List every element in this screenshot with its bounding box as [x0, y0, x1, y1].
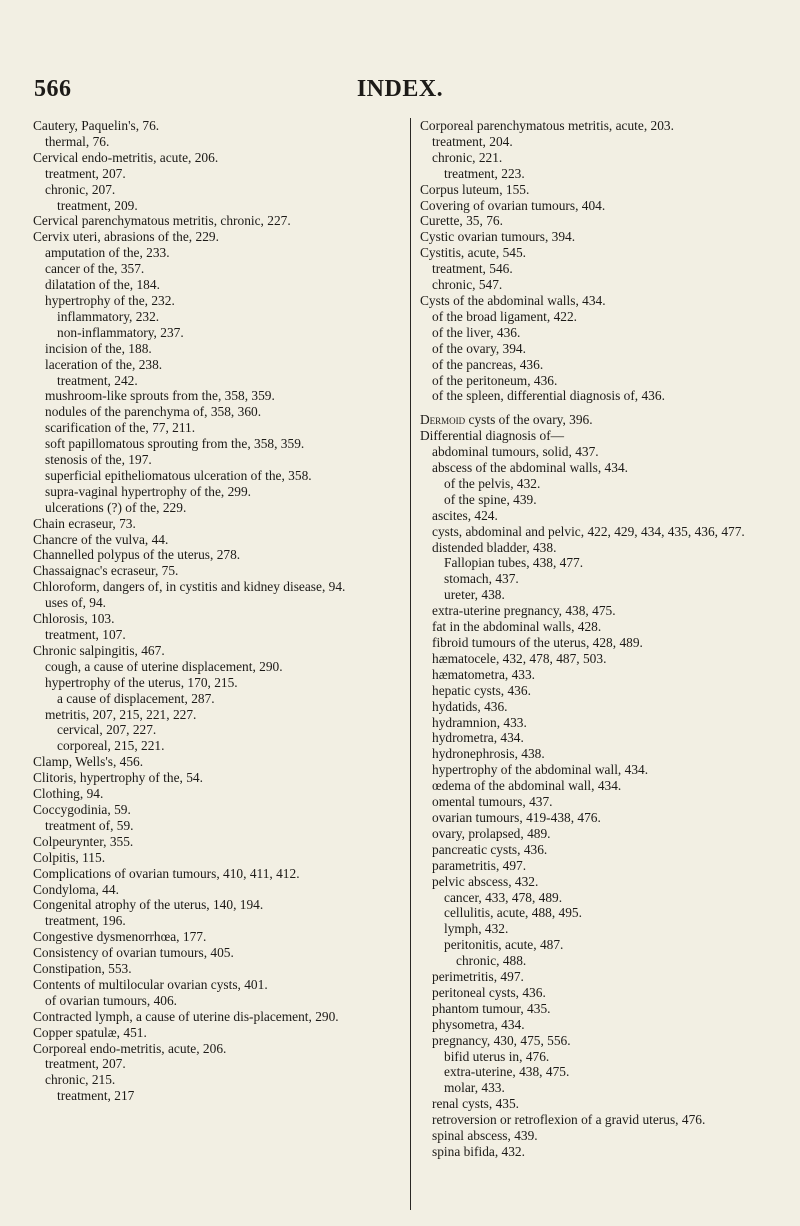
index-entry-text: cellulitis, acute, 488, 495.: [444, 905, 582, 921]
index-entry-text: Cautery, Paquelin's, 76.: [33, 118, 160, 133]
index-entry-text: Covering of ovarian tumours, 404.: [420, 197, 606, 213]
index-entry-text: scarification of the, 77, 211.: [45, 420, 196, 436]
index-entry-text: renal cysts, 435.: [432, 1096, 520, 1112]
index-entry-text: cysts, abdominal and pelvic, 422, 429, 434, 435, 436, 477.: [432, 523, 745, 539]
index-entry: [420, 794, 792, 810]
index-entry: [420, 492, 792, 508]
index-entry: [33, 786, 405, 802]
index-entry: [420, 1096, 792, 1112]
index-entry: [420, 341, 792, 357]
index-entry: [33, 738, 405, 754]
index-entry-text: of the broad ligament, 422.: [432, 308, 578, 324]
index-entry: [420, 810, 792, 826]
index-entry: [420, 166, 792, 182]
index-entry-text: Cystitis, acute, 545.: [420, 245, 527, 261]
index-entry-text: fat in the abdominal walls, 428.: [432, 619, 602, 635]
index-entry: [420, 182, 792, 198]
index-entry: [33, 675, 405, 691]
index-entry-text: ovary, prolapsed, 489.: [432, 825, 551, 841]
index-entry: [33, 882, 405, 898]
index-entry-text: ovarian tumours, 419-438, 476.: [432, 809, 601, 825]
index-entry: [420, 858, 792, 874]
index-entry-text: peritoneal cysts, 436.: [432, 984, 546, 1000]
index-entry: [420, 277, 792, 293]
index-entry: [420, 428, 792, 444]
index-entry: [33, 134, 405, 150]
index-entry-text: omental tumours, 437.: [432, 794, 553, 810]
index-entry: [420, 890, 792, 906]
index-entry-text: uses of, 94.: [45, 595, 106, 611]
index-entry: [33, 293, 405, 309]
index-entry-text: Contracted lymph, a cause of uterine dis-placement, 290.: [33, 1008, 339, 1024]
index-entry-text: hepatic cysts, 436.: [432, 682, 531, 698]
index-entry-text: cysts of the ovary, 396.: [465, 412, 593, 428]
index-entry: [420, 730, 792, 746]
index-entry: [33, 961, 405, 977]
index-entry-text: Copper spatulæ, 451.: [33, 1024, 147, 1040]
index-entry: [33, 420, 405, 436]
index-entry-text: Consistency of ovarian tumours, 405.: [33, 945, 234, 961]
index-entry-text: corporeal, 215, 221.: [57, 738, 165, 754]
index-entry-text: fibroid tumours of the uterus, 428, 489.: [432, 635, 643, 650]
index-entry: [33, 1072, 405, 1088]
index-entry-text: Corporeal parenchymatous metritis, acute, 203.: [420, 118, 674, 133]
index-entry: [33, 595, 405, 611]
index-entry-text: cancer of the, 357.: [45, 261, 145, 277]
index-entry: [420, 150, 792, 166]
index-entry: [33, 707, 405, 723]
index-entry: [420, 842, 792, 858]
index-entry: [420, 245, 792, 261]
index-entry-text: lymph, 432.: [444, 921, 509, 937]
index-entry-text: nodules of the parenchyma of, 358, 360.: [45, 404, 262, 420]
index-entry-text: dilatation of the, 184.: [45, 277, 160, 293]
index-entry-text: phantom tumour, 435.: [432, 1000, 551, 1016]
index-entry: [33, 373, 405, 389]
index-column-right: [420, 118, 792, 1160]
index-entry: [420, 213, 792, 229]
index-entry: [33, 198, 405, 214]
page-header: [0, 76, 800, 106]
index-entry-text: pelvic abscess, 432.: [432, 873, 539, 889]
index-entry-text: hypertrophy of the abdominal wall, 434.: [432, 762, 649, 778]
index-entry: [33, 1025, 405, 1041]
index-entry: [33, 1088, 405, 1104]
index-entry: [420, 357, 792, 373]
index-entry: [420, 1080, 792, 1096]
index-entry-text: ulcerations (?) of the, 229.: [45, 499, 187, 515]
index-entry-text: treatment, 207.: [45, 165, 126, 181]
index-entry: [33, 150, 405, 166]
index-entry: [420, 134, 792, 150]
index-entry-text: chronic, 221.: [432, 149, 503, 165]
index-entry-text: Cervical endo-metritis, acute, 206.: [33, 149, 219, 165]
index-entry-text: non-inflammatory, 237.: [57, 324, 184, 340]
index-entry-text: pregnancy, 430, 475, 556.: [432, 1032, 571, 1048]
index-entry-text: Cysts of the abdominal walls, 434.: [420, 292, 606, 308]
index-entry-text: parametritis, 497.: [432, 857, 527, 873]
index-entry: [420, 1144, 792, 1160]
index-entry: [420, 555, 792, 571]
index-entry-text: cancer, 433, 478, 489.: [444, 889, 563, 905]
index-entry: [420, 309, 792, 325]
index-entry: [420, 460, 792, 476]
index-entry-text: chronic, 488.: [456, 953, 527, 969]
index-entry: [33, 325, 405, 341]
index-entry-text: metritis, 207, 215, 221, 227.: [45, 706, 197, 722]
index-entry: [420, 985, 792, 1001]
index-entry-text: treatment, 242.: [57, 372, 138, 388]
index-entry: [33, 468, 405, 484]
page-title: INDEX.: [356, 76, 444, 102]
index-entry-text: treatment, 204.: [432, 133, 513, 149]
index-entry-text: Coccygodinia, 59.: [33, 801, 131, 817]
index-entry: [420, 540, 792, 556]
index-entry: [420, 619, 792, 635]
index-entry: [33, 118, 405, 134]
index-entry: [420, 1017, 792, 1033]
index-entry-text: treatment, 546.: [432, 261, 513, 277]
index-entry-text: hydramnion, 433.: [432, 714, 527, 730]
index-entry: [420, 229, 792, 245]
index-entry: [420, 762, 792, 778]
index-entry-text: ureter, 438.: [444, 587, 505, 603]
index-entry-text: treatment of, 59.: [45, 817, 134, 833]
index-entry: [33, 341, 405, 357]
index-entry-text: peritonitis, acute, 487.: [444, 937, 564, 953]
index-entry: [420, 508, 792, 524]
index-entry: [33, 436, 405, 452]
index-entry: [33, 611, 405, 627]
index-entry: [33, 913, 405, 929]
index-entry: [420, 1049, 792, 1065]
index-entry-text: treatment, 107.: [45, 627, 126, 642]
index-entry-text: of the pelvis, 432.: [444, 475, 541, 491]
index-entry-text: of the pancreas, 436.: [432, 356, 544, 372]
index-entry: [420, 1128, 792, 1144]
index-entry: [33, 309, 405, 325]
index-column-left: [33, 118, 405, 1104]
index-entry-text: of the spleen, differential diagnosis of, 436.: [432, 388, 665, 404]
index-entry-text: cervical, 207, 227.: [57, 722, 157, 738]
index-entry: [33, 659, 405, 675]
index-entry: [33, 182, 405, 198]
index-entry: [33, 547, 405, 563]
index-entry-text: Chain ecraseur, 73.: [33, 515, 136, 531]
index-entry: [33, 929, 405, 945]
index-entry: [33, 722, 405, 738]
index-entry: [420, 293, 792, 309]
index-entry-text: spinal abscess, 439.: [432, 1128, 538, 1144]
index-entry: [33, 643, 405, 659]
index-entry: [33, 357, 405, 373]
index-entry-text: spina bifida, 432.: [432, 1144, 525, 1159]
index-entry-text: hæmatometra, 433.: [432, 666, 536, 682]
index-entry-text: Congestive dysmenorrhœa, 177.: [33, 929, 207, 945]
index-entry: [420, 651, 792, 667]
index-entry: [33, 484, 405, 500]
index-entry: [420, 921, 792, 937]
index-entry-text: Cystic ovarian tumours, 394.: [420, 229, 576, 245]
index-entry: [420, 826, 792, 842]
index-entry-text: of the liver, 436.: [432, 324, 521, 340]
index-entry-text: of the spine, 439.: [444, 491, 537, 507]
page-number: 566: [34, 76, 72, 102]
index-entry-text: perimetritis, 497.: [432, 969, 524, 985]
index-entry: [420, 953, 792, 969]
index-entry-text: Differential diagnosis of—: [420, 428, 565, 444]
index-entry-text: abdominal tumours, solid, 437.: [432, 444, 599, 460]
index-entry: [420, 118, 792, 134]
index-entry: [420, 571, 792, 587]
index-entry: [420, 1001, 792, 1017]
index-entry: [33, 977, 405, 993]
index-entry-text: Clitoris, hypertrophy of the, 54.: [33, 770, 203, 786]
index-entry-text: œdema of the abdominal wall, 434.: [432, 778, 622, 794]
index-entry-text: retroversion or retroflexion of a gravid uterus, 476.: [432, 1112, 706, 1128]
index-entry-text: soft papillomatous sprouting from the, 358, 359.: [45, 436, 305, 452]
index-entry: [33, 1009, 405, 1025]
index-entry: [33, 993, 405, 1009]
index-entry-text: laceration of the, 238.: [45, 356, 163, 372]
index-entry: [420, 778, 792, 794]
index-entry: [420, 261, 792, 277]
index-entry: [420, 524, 792, 540]
index-entry-text: Colpeurynter, 355.: [33, 833, 134, 849]
index-entry: [33, 579, 405, 595]
index-entry-text: Fallopian tubes, 438, 477.: [444, 555, 584, 571]
index-entry-text: thermal, 76.: [45, 133, 110, 149]
index-entry: [33, 691, 405, 707]
index-entry: [420, 388, 792, 404]
index-entry: [33, 1041, 405, 1057]
index-entry-text: Corpus luteum, 155.: [420, 181, 530, 197]
index-entry-text: treatment, 217: [57, 1088, 135, 1104]
index-entry-text: Chloroform, dangers of, in cystitis and kidney disease, 94.: [33, 579, 346, 595]
index-entry-text: Channelled polypus of the uterus, 278.: [33, 547, 241, 563]
index-entry: [420, 325, 792, 341]
index-entry: [33, 516, 405, 532]
index-entry-text: hæmatocele, 432, 478, 487, 503.: [432, 650, 607, 666]
index-entry: [33, 500, 405, 516]
index-entry-text: Constipation, 553.: [33, 961, 132, 977]
index-entry-text: hydronephrosis, 438.: [432, 746, 545, 762]
index-entry-text: Cervix uteri, abrasions of the, 229.: [33, 229, 219, 245]
index-entry: [420, 373, 792, 389]
index-entry: [420, 635, 792, 651]
index-entry: [33, 245, 405, 261]
index-entry-text: extra-uterine pregnancy, 438, 475.: [432, 603, 616, 619]
index-entry: [420, 969, 792, 985]
index-entry-text: treatment, 207.: [45, 1056, 126, 1072]
index-entry: [420, 587, 792, 603]
index-entry-text: hypertrophy of the, 232.: [45, 292, 175, 308]
index-entry: [33, 850, 405, 866]
index-entry-text: Colpitis, 115.: [33, 849, 106, 865]
index-entry: [33, 945, 405, 961]
index-entry: [33, 897, 405, 913]
index-entry: [420, 874, 792, 890]
index-entry: [33, 213, 405, 229]
index-entry: [33, 452, 405, 468]
index-entry-text: Curette, 35, 76.: [420, 213, 503, 229]
index-entry-text: Condyloma, 44.: [33, 881, 119, 897]
index-entry: [33, 388, 405, 404]
index-entry: [33, 754, 405, 770]
index-entry: [420, 198, 792, 214]
index-entry-lead: Dermoid: [420, 412, 466, 428]
index-entry-text: incision of the, 188.: [45, 340, 152, 356]
index-entry-text: Complications of ovarian tumours, 410, 411, 412.: [33, 865, 300, 881]
index-entry-text: molar, 433.: [444, 1080, 505, 1096]
index-entry-text: Corporeal endo-metritis, acute, 206.: [33, 1040, 227, 1056]
index-entry-text: mushroom-like sprouts from the, 358, 359.: [45, 388, 275, 404]
index-entry-text: hypertrophy of the uterus, 170, 215.: [45, 674, 238, 690]
index-entry-text: Clothing, 94.: [33, 786, 104, 802]
index-entry: [33, 261, 405, 277]
index-entry-text: ascites, 424.: [432, 507, 498, 523]
index-entry-text: Chronic salpingitis, 467.: [33, 642, 165, 658]
index-entry: [33, 229, 405, 245]
index-entry: [420, 667, 792, 683]
index-entry: [33, 404, 405, 420]
index-entry: [33, 627, 405, 643]
index-entry-text: chronic, 547.: [432, 277, 503, 293]
index-entry-text: supra-vaginal hypertrophy of the, 299.: [45, 483, 252, 499]
index-entry: [420, 476, 792, 492]
index-entry: [420, 905, 792, 921]
index-entry-text: of the ovary, 394.: [432, 340, 526, 356]
index-entry-text: chronic, 207.: [45, 181, 116, 197]
index-entry: [420, 746, 792, 762]
index-entry-text: treatment, 223.: [444, 165, 525, 181]
index-entry: [420, 937, 792, 953]
index-entry: [420, 699, 792, 715]
column-divider: [410, 118, 411, 1210]
index-entry-text: Congenital atrophy of the uterus, 140, 194.: [33, 897, 264, 913]
index-entry-text: Contents of multilocular ovarian cysts, 401.: [33, 976, 268, 992]
index-entry: [420, 412, 792, 428]
index-entry-text: of the peritoneum, 436.: [432, 372, 558, 388]
index-entry-text: Clamp, Wells's, 456.: [33, 754, 144, 770]
index-entry-text: of ovarian tumours, 406.: [45, 992, 178, 1008]
index-entry: [33, 532, 405, 548]
index-entry-text: amputation of the, 233.: [45, 245, 170, 261]
index-entry-text: extra-uterine, 438, 475.: [444, 1064, 570, 1080]
index-entry: [33, 866, 405, 882]
index-entry: [420, 683, 792, 699]
index-entry-text: treatment, 209.: [57, 197, 138, 213]
index-entry: [33, 277, 405, 293]
index-entry: [33, 1056, 405, 1072]
index-entry: [420, 1064, 792, 1080]
index-entry-text: Chassaignac's ecraseur, 75.: [33, 563, 179, 579]
index-entry-text: abscess of the abdominal walls, 434.: [432, 460, 628, 476]
index-entry: [33, 818, 405, 834]
index-entry-text: hydatids, 436.: [432, 698, 508, 714]
index-entry: [420, 1112, 792, 1128]
index-entry-text: stomach, 437.: [444, 571, 519, 587]
index-entry-text: pancreatic cysts, 436.: [432, 841, 548, 857]
index-entry-text: inflammatory, 232.: [57, 308, 160, 324]
index-entry: [33, 770, 405, 786]
index-entry: [420, 1033, 792, 1049]
index-entry-text: chronic, 215.: [45, 1072, 116, 1088]
index-entry: [420, 603, 792, 619]
index-entry-text: cough, a cause of uterine displacement, 290.: [45, 658, 283, 674]
index-entry-text: Chlorosis, 103.: [33, 611, 115, 627]
index-entry-text: a cause of displacement, 287.: [57, 690, 215, 706]
index-entry-text: superficial epitheliomatous ulceration of the, 358.: [45, 467, 312, 483]
index-entry: [33, 802, 405, 818]
index-entry-text: Cervical parenchymatous metritis, chronic, 227.: [33, 213, 291, 229]
index-entry-text: stenosis of the, 197.: [45, 452, 152, 468]
index-entry-text: bifid uterus in, 476.: [444, 1048, 550, 1064]
index-entry-text: physometra, 434.: [432, 1016, 525, 1032]
index-entry-text: hydrometra, 434.: [432, 730, 524, 746]
index-entry-text: distended bladder, 438.: [432, 539, 557, 555]
index-entry-text: Chancre of the vulva, 44.: [33, 531, 169, 547]
index-entry-text: treatment, 196.: [45, 913, 126, 929]
index-entry: [33, 563, 405, 579]
index-entry: [33, 834, 405, 850]
index-entry: [420, 715, 792, 731]
index-entry: [33, 166, 405, 182]
index-entry: [420, 444, 792, 460]
